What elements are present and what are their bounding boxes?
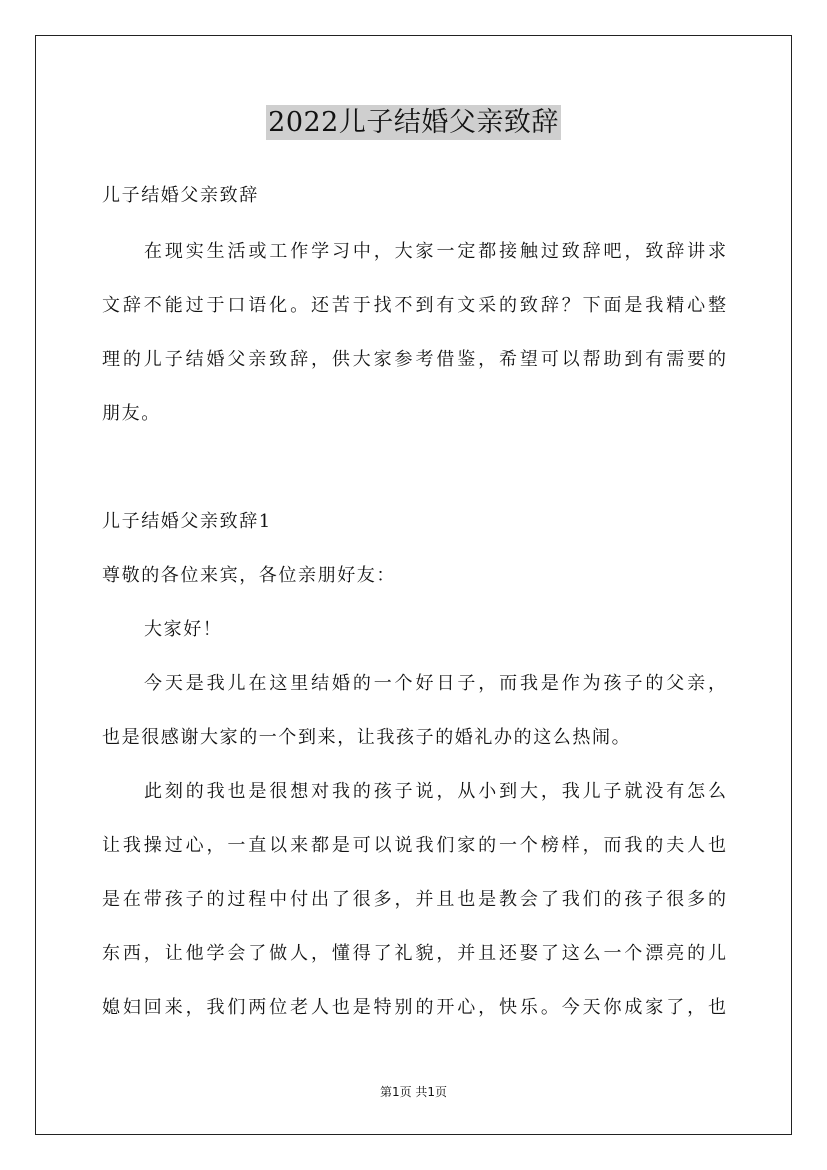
paragraph2-line-2: 让我操过心，一直以来都是可以说我们家的一个榜样，而我的夫人也 <box>102 835 726 856</box>
intro-line-2: 文辞不能过于口语化。还苦于找不到有文采的致辞？下面是我精心整 <box>102 295 726 316</box>
intro-line-4: 朋友。 <box>102 403 161 424</box>
paragraph2-line-5: 媳妇回来，我们两位老人也是特别的开心，快乐。今天你成家了，也 <box>102 997 726 1018</box>
paragraph1-line-1: 今天是我儿在这里结婚的一个好日子，而我是作为孩子的父亲， <box>144 673 726 694</box>
paragraph2-line-4: 东西，让他学会了做人，懂得了礼貌，并且还娶了这么一个漂亮的儿 <box>102 943 726 964</box>
salutation: 尊敬的各位来宾，各位亲朋好友： <box>102 565 396 586</box>
paragraph1-line-2: 也是很感谢大家的一个到来，让我孩子的婚礼办的这么热闹。 <box>102 727 632 748</box>
paragraph2-line-3: 是在带孩子的过程中付出了很多，并且也是教会了我们的孩子很多的 <box>102 889 726 910</box>
greeting: 大家好！ <box>144 619 223 640</box>
subtitle: 儿子结婚父亲致辞 <box>102 185 259 206</box>
document-title: 2022儿子结婚父亲致辞 <box>268 107 559 138</box>
intro-line-1: 在现实生活或工作学习中，大家一定都接触过致辞吧，致辞讲求 <box>144 241 726 262</box>
document-title-wrap <box>0 100 827 139</box>
page-footer: 第1页 共1页 <box>379 1085 448 1099</box>
intro-line-3: 理的儿子结婚父亲致辞，供大家参考借鉴，希望可以帮助到有需要的 <box>102 349 726 370</box>
paragraph2-line-1: 此刻的我也是很想对我的孩子说，从小到大，我儿子就没有怎么 <box>144 781 726 802</box>
section-heading: 儿子结婚父亲致辞1 <box>102 511 272 532</box>
